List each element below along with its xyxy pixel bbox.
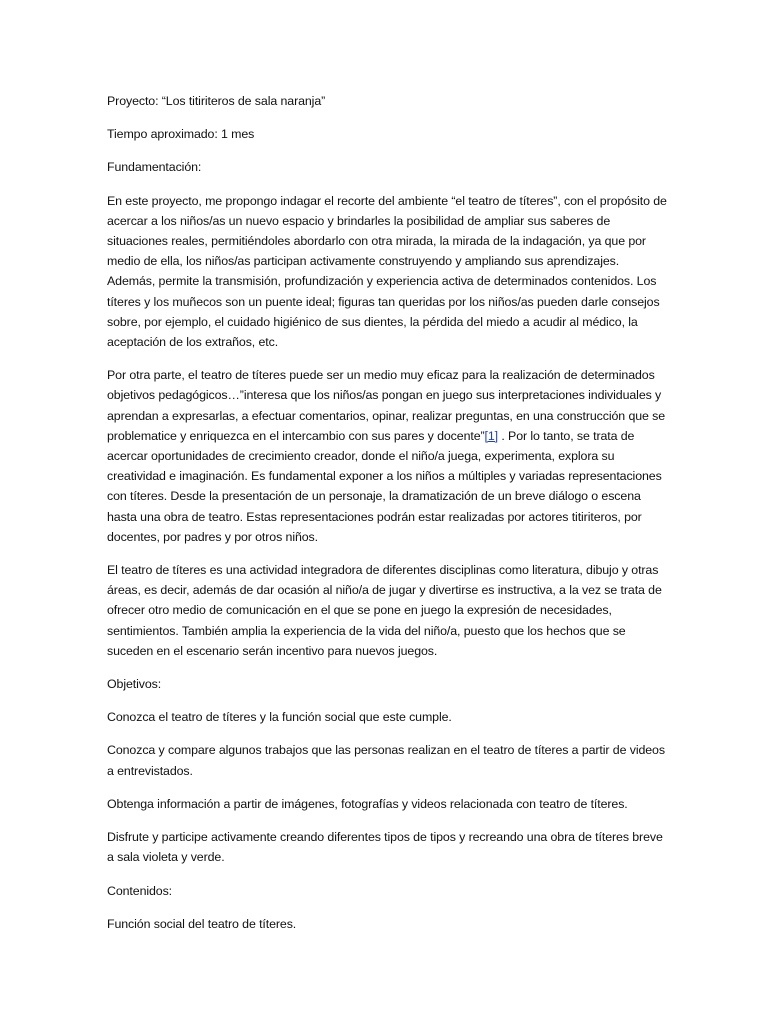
document-page [107, 91, 667, 947]
time-estimate: Tiempo aproximado: 1 mes [107, 127, 255, 142]
objetivos-heading: Objetivos: [107, 677, 162, 692]
contenido-item: Función social del teatro de títeres. [107, 916, 297, 931]
fundamentacion-paragraph-3: El teatro de títeres es una actividad integradora de diferentes disciplinas como literatura, dibujo y otras áreas, es decir, además de dar ocasión al niño/a de jugar y divertirse es instructiva, a la vez se trata de ofrecer otro medio de comunicación en el que se pone en juego la expresión de necesidades, sentimientos. También amplia la experiencia de la vida del niño/a, puesto que los hechos que se suceden en el escenario serán incentivo para nuevos juegos. [107, 563, 662, 658]
paragraph-2-text-before: Por otra parte, el teatro de títeres puede ser un medio muy eficaz para la realización de determinados objetivos pedagógicos…”interesa que los niños/as pongan en juego sus interpretaciones individuales y aprendan a expresarlas, a efectuar comentarios, opinar, realizar preguntas, en una construcción que se problematice y enriquezca en el intercambio con sus pares y docente” [107, 368, 666, 443]
objetivo-item: Conozca y compare algunos trabajos que las personas realizan en el teatro de títeres a partir de videos a entrevistados. [107, 743, 665, 778]
fundamentacion-paragraph-2 [107, 365, 667, 547]
project-title: Proyecto: “Los titiriteros de sala naranja” [107, 94, 326, 108]
objetivo-item: Conozca el teatro de títeres y la función social que este cumple. [107, 710, 452, 725]
fundamentacion-heading: Fundamentación: [107, 160, 202, 175]
fundamentacion-paragraph-1: En este proyecto, me propongo indagar el recorte del ambiente “el teatro de títeres”, con el propósito de acercar a los niños/as un nuevo espacio y brindarles la posibilidad de ampliar sus saberes de situaciones reales, permitiéndoles abordarlo con otra mirada, la mirada de la indagación, ya que por medio de ella, los niños/as participan activamente construyendo y ampliando sus aprendizajes. Además, permite la transmisión, profundización y experiencia activa de determinados contenidos. Los títeres y los muñecos son un puente ideal; figuras tan queridas por los niños/as pueden darle consejos sobre, por ejemplo, el cuidado higiénico de sus dientes, la pérdida del miedo a acudir al médico, la aceptación de los extraños, etc. [107, 193, 667, 350]
footnote-link[interactable]: [1] [484, 428, 499, 443]
paragraph-2-text-after: . Por lo tanto, se trata de acercar oportunidades de crecimiento creador, donde el niño/a juega, experimenta, explora su creatividad e imaginación. Es fundamental exponer a los niños a múltiples y variadas representaciones con títeres. Desde la presentación de un personaje, la dramatización de un breve diálogo o escena hasta una obra de teatro. Estas representaciones podrán estar realizadas por actores titiriteros, por docentes, por padres y por otros niños. [107, 428, 662, 544]
objetivo-item: Disfrute y participe activamente creando diferentes tipos de tipos y recreando una obra de títeres breve a sala violeta y verde. [107, 830, 663, 865]
objetivo-item: Obtenga información a partir de imágenes, fotografías y videos relacionada con teatro de títeres. [107, 796, 628, 811]
contenidos-heading: Contenidos: [107, 883, 173, 898]
